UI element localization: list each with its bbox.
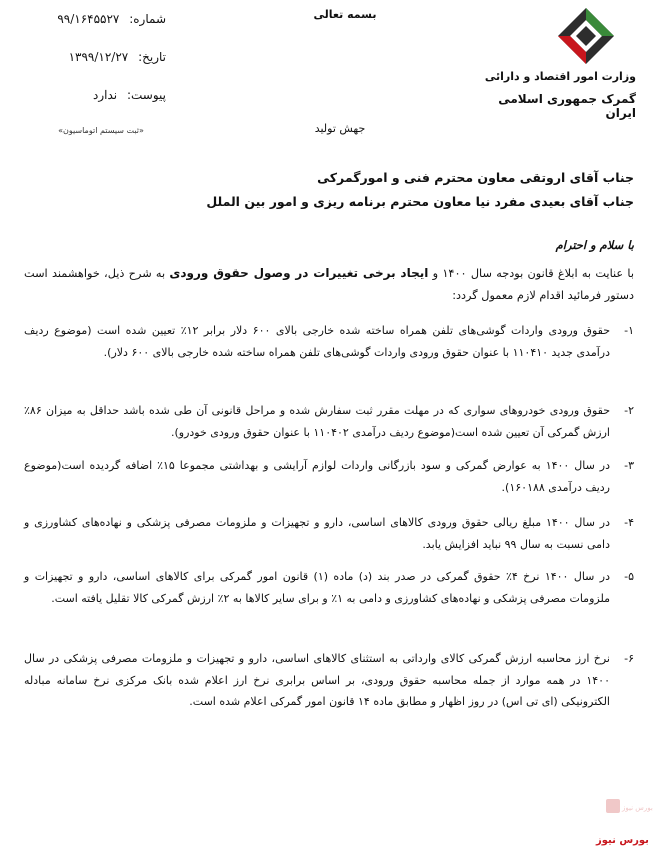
recipient-line: جناب آقای اروتقی معاون محترم فنی و امورگمرکی <box>317 170 634 185</box>
attachment-row <box>16 88 166 102</box>
list-item <box>24 648 634 713</box>
item-text: در سال ۱۴۰۰ مبلغ ریالی حقوق ورودی کالاهای اساسی، دارو و تجهیزات و ملزومات مصرفی پزشکی و نهاده‌های کشاورزی و دامی نسبت به سال ۹۹ نباید افزایش یابد. <box>24 516 610 551</box>
list-item <box>24 320 634 363</box>
number-label: شماره: <box>129 12 166 26</box>
item-number: ۳- <box>624 459 634 472</box>
intro-paragraph <box>24 262 634 307</box>
recipient-line: جناب آقای بعیدی مفرد نیا معاون محترم برنامه ریزی و امور بین الملل <box>206 194 634 209</box>
attachment-value: ندارد <box>93 88 118 102</box>
date-label: تاریخ: <box>138 50 166 64</box>
item-text: نرخ ارز محاسبه ارزش گمرکی کالای وارداتی به استثنای کالاهای اساسی، دارو و تجهیزات و ملزومات مصرفی پزشکی در سال ۱۴۰۰ در همه موارد از جمله محاسبه حقوق ورودی، بر اساس برابری نرخ ارز اعلام شده بانک مرکزی نرخ سامانه مبادله الکترونیکی (ای تی اس) در روز اظهار و مطابق ماده ۱۴ قانون امور گمرکی اعلام شده است. <box>24 652 610 709</box>
item-text: حقوق ورودی خودروهای سواری که در مهلت مقرر ثبت سفارش شده و مراحل قانونی آن طی شده باشد حداقل به میزان ۸۶٪ ارزش گمرکی آن تعیین شده است(موضوع ردیف درآمدی ۱۱۰۴۰۲ با عنوان حقوق ورودی خودرو). <box>24 404 610 439</box>
greeting: با سلام و احترام <box>555 238 634 252</box>
item-text: در سال ۱۴۰۰ به عوارض گمرکی و سود بازرگانی واردات لوازم آرایشی و بهداشتی مجموعا ۱۵٪ اضافه گردیده است(موضوع ردیف درآمدی ۱۶۰۱۸۸). <box>24 459 610 494</box>
ministry-name: وزارت امور اقتصاد و دارائی <box>484 70 636 83</box>
watermark-logo-icon <box>606 795 653 817</box>
list-item <box>24 455 634 498</box>
list-item <box>24 566 634 609</box>
item-number: ۴- <box>624 516 634 529</box>
item-text: حقوق ورودی واردات گوشی‌های تلفن همراه ساخته شده خارجی بالای ۶۰۰ دلار برابر ۱۲٪ تعیین شده است (موضوع ردیف درآمدی جدید ۱۱۰۴۱۰ با عنوان حقوق ورودی واردات گوشی‌های تلفن همراه ساخته شده خارجی بالای ۶۰۰ دلار). <box>24 324 610 359</box>
automation-note: «ثبت سیستم اتوماسیون» <box>58 126 144 135</box>
letter-date-row <box>16 50 166 64</box>
letter-number-row <box>16 12 166 26</box>
list-item <box>24 512 634 555</box>
number-value: ۹۹/۱۶۴۵۵۲۷ <box>57 12 120 26</box>
item-number: ۲- <box>624 404 634 417</box>
slogan: جهش تولید <box>314 122 366 135</box>
bismillah: بسمه تعالی <box>313 8 377 21</box>
item-number: ۵- <box>624 570 634 583</box>
attachment-label: پیوست: <box>126 88 166 102</box>
watermark-text: بورس نیوز <box>622 804 653 812</box>
item-text: در سال ۱۴۰۰ نرخ ۴٪ حقوق گمرکی در صدر بند (د) ماده (۱) قانون امور گمرکی برای کالاهای اساسی، دارو و تجهیزات و ملزومات مصرفی پزشکی و نهاده‌های کشاورزی و دامی به ۱٪ و برای سایر کالاها به ۲٪ ارزش گمرکی کالا تقلیل یافته است. <box>24 570 610 605</box>
customs-logo-icon <box>556 6 616 66</box>
intro-text: با عنایت به ابلاغ قانون بودجه سال ۱۴۰۰ و <box>432 267 634 280</box>
date-value: ۱۳۹۹/۱۲/۲۷ <box>68 50 129 64</box>
intro-text: به شرح ذیل، خواهشمند است دستور فرمائید اقدام لازم معمول گردد: <box>24 267 634 302</box>
item-number: ۶- <box>624 652 634 665</box>
item-number: ۱- <box>624 324 634 337</box>
list-item <box>24 400 634 443</box>
customs-name: گمرک جمهوری اسلامی ایران <box>498 92 636 120</box>
intro-bold: ایجاد برخی تغییرات در وصول حقوق ورودی <box>169 266 429 280</box>
footer-brand: بورس نیوز <box>596 835 649 846</box>
